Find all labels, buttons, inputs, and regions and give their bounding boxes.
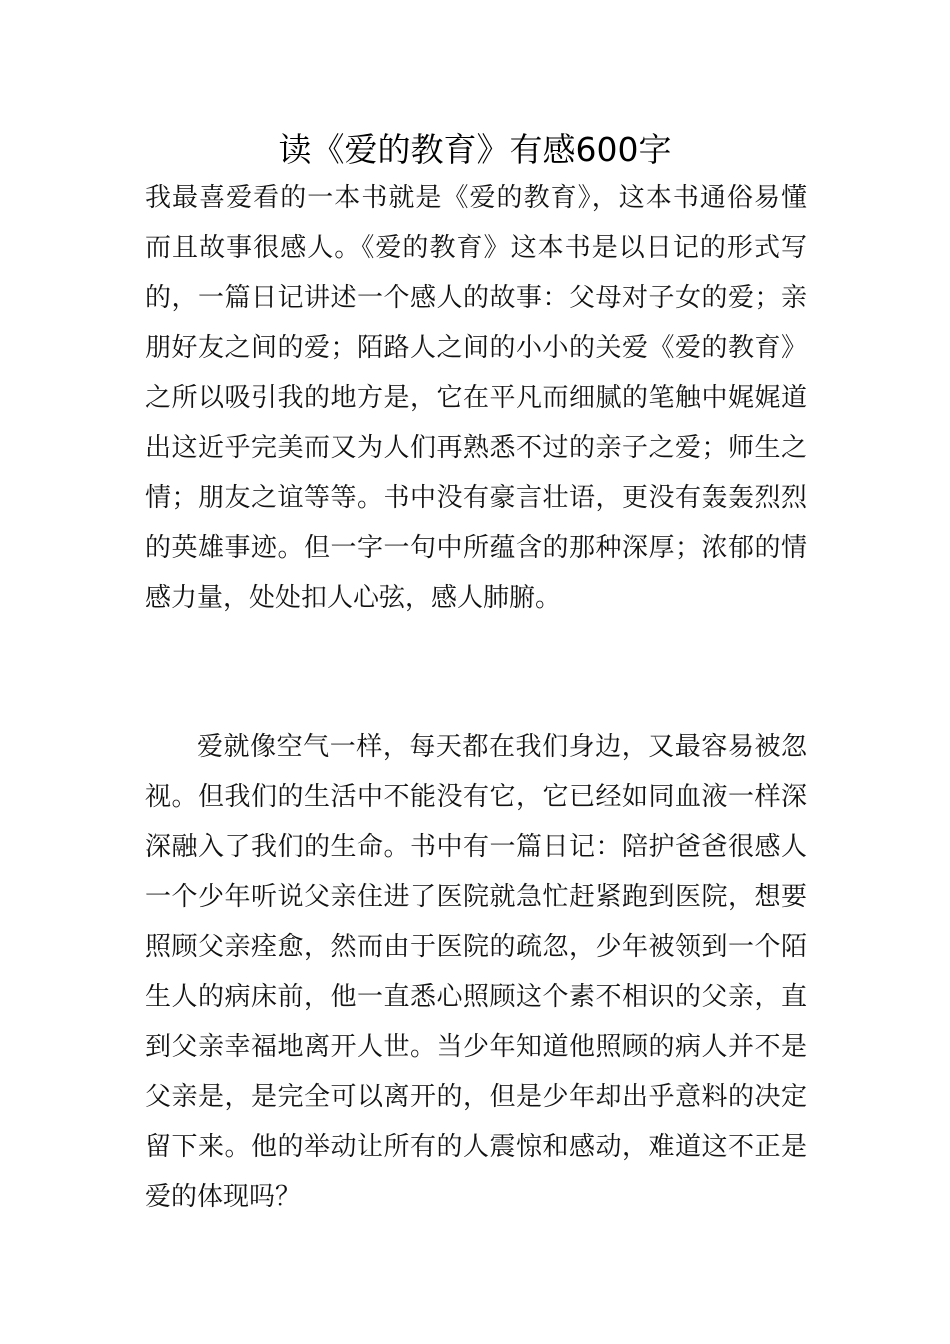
document-title: 读《爱的教育》有感600字 [278,130,672,169]
paragraph-2: 爱就像空气一样，每天都在我们身边，又最容易被忽视。但我们的生活中不能没有它，它已经如同血液一样深深融入了我们的生命。书中有一篇日记：陪护爸爸很感人一个少年听说父亲住进了医院就急忙赶紧跑到医院，想要照顾父亲痊愈，然而由于医院的疏忽，少年被领到一个陌生人的病床前，他一直悉心照顾这个素不相识的父亲，直到父亲幸福地离开人世。当少年知道他照顾的病人并不是父亲是，是完全可以离开的，但是少年却出乎意料的决定留下来。他的举动让所有的人震惊和感动，难道这不正是爱的体现吗？ [145,732,807,1212]
paragraph-1: 我最喜爱看的一本书就是《爱的教育》，这本书通俗易懂而且故事很感人。《爱的教育》这本书是以日记的形式写的，一篇日记讲述一个感人的故事：父母对子女的爱；亲朋好友之间的爱；陌路人之间的小小的关爱《爱的教育》之所以吸引我的地方是，它在平凡而细腻的笔触中娓娓道出这近乎完美而又为人们再熟悉不过的亲子之爱；师生之情；朋友之谊等等。书中没有豪言壮语，更没有轰轰烈烈的英雄事迹。但一字一句中所蕴含的那种深厚；浓郁的情感力量，处处扣人心弦，感人肺腑。 [145,183,807,613]
